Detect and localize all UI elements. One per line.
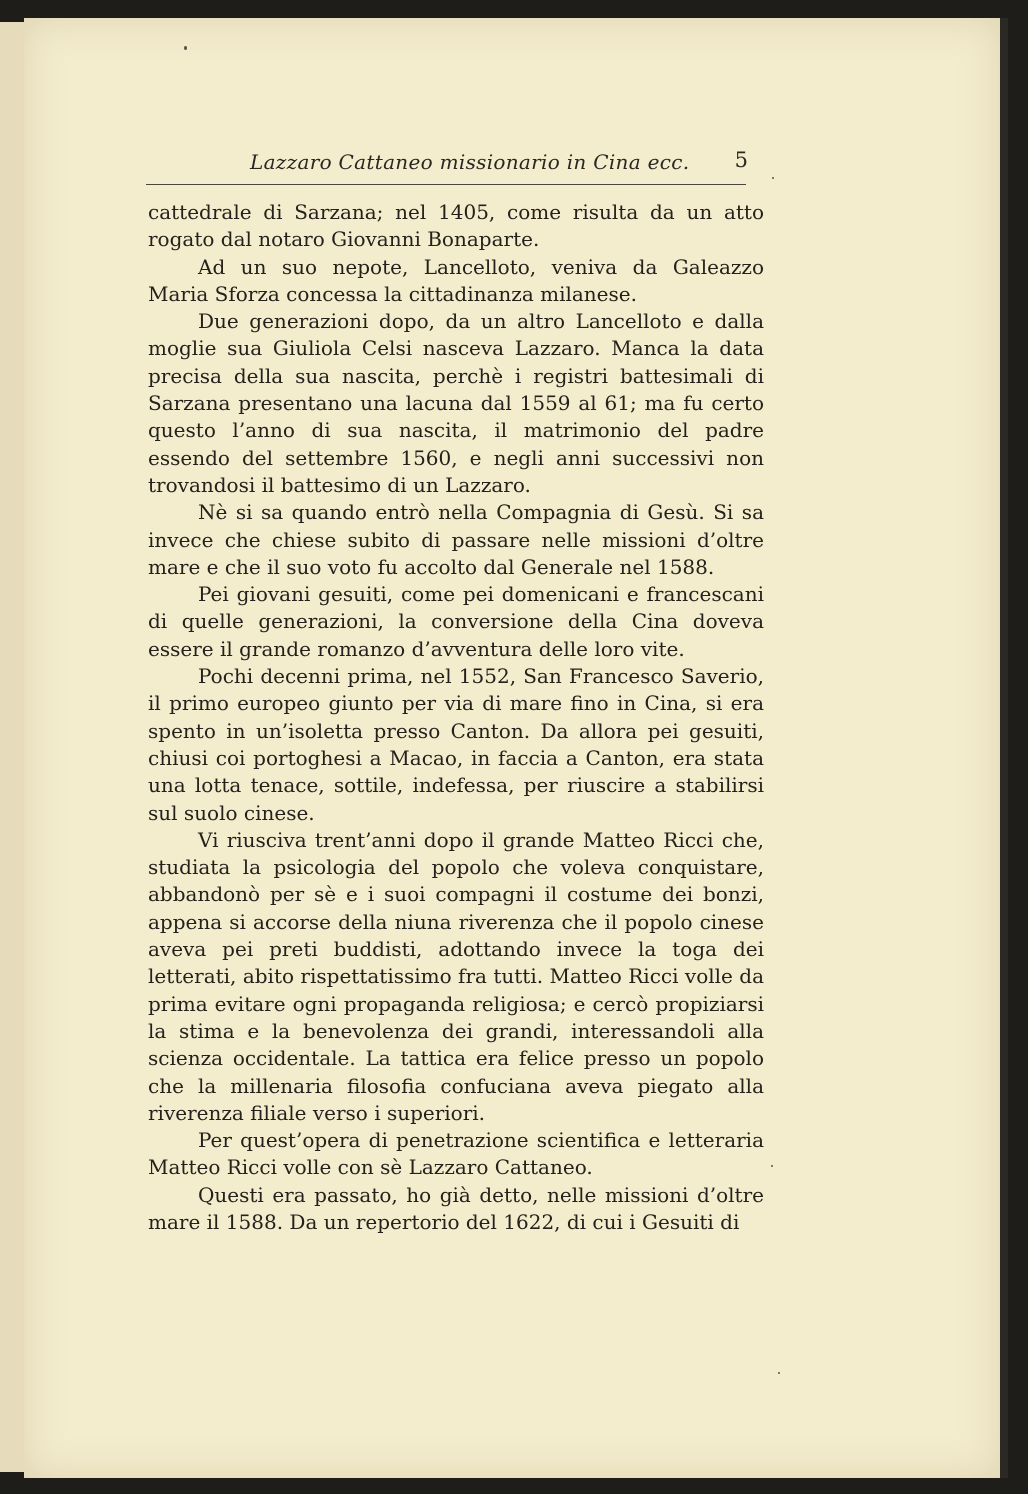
- body-text: [148, 199, 764, 1236]
- running-title: Lazzaro Cattaneo missionario in Cina ecc.: [250, 150, 690, 174]
- previous-page-edge: [0, 22, 25, 1472]
- page-number: 5: [734, 148, 748, 172]
- page-header: [146, 144, 750, 180]
- paragraph: Nè si sa quando entrò nella Compagnia di Gesù. Si sa invece che chiese subito di passare nelle missioni d’oltre mare e che il suo voto fu accolto dal Generale nel 1588.: [148, 500, 764, 579]
- paper-speck: [772, 177, 774, 179]
- paragraph: Ad un suo nepote, Lancelloto, veniva da Galeazzo Maria Sforza concessa la cittadinanza milanese.: [148, 254, 764, 306]
- paragraph: cattedrale di Sarzana; nel 1405, come risulta da un atto rogato dal notaro Giovanni Bonaparte.: [148, 200, 764, 252]
- paper-speck: [771, 1165, 773, 1167]
- page-binding-edge: [1000, 18, 1008, 1478]
- header-rule: [146, 184, 746, 185]
- paragraph: Pochi decenni prima, nel 1552, San Francesco Saverio, il primo europeo giunto per via di mare fino in Cina, si era spento in un’isoletta presso Canton. Da allora pei gesuiti, chiusi coi portoghesi a Macao, in faccia a Canton, era stata una lotta tenace, sottile, indefessa, per riuscire a stabilirsi sul suolo cinese.: [148, 664, 764, 825]
- paper-speck: [778, 1372, 780, 1374]
- paragraph: Questi era passato, ho già detto, nelle missioni d’oltre mare il 1588. Da un repertorio del 1622, di cui i Gesuiti di: [148, 1182, 764, 1234]
- paragraph: Per quest’opera di penetrazione scientifica e letteraria Matteo Ricci volle con sè Lazzaro Cattaneo.: [148, 1128, 764, 1180]
- paragraph: Due generazioni dopo, da un altro Lancelloto e dalla moglie sua Giuliola Celsi nasceva Lazzaro. Manca la data precisa della sua nascita, perchè i registri battesimali di Sarzana presentano una lacuna dal 1559 al 61; ma fu certo questo l’anno di sua nascita, il matrimonio del padre essendo del settembre 1560, e negli anni successivi non trovandosi il battesimo di un Lazzaro.: [148, 309, 764, 497]
- paragraph: Pei giovani gesuiti, come pei domenicani e francescani di quelle generazioni, la conversione della Cina doveva essere il grande romanzo d’avventura delle loro vite.: [148, 582, 764, 661]
- paragraph: Vi riusciva trent’anni dopo il grande Matteo Ricci che, studiata la psicologia del popolo che voleva conquistare, abbandonò per sè e i suoi compagni il costume dei bonzi, appena si accorse della niuna riverenza che il popolo cinese aveva pei preti buddisti, adottando invece la toga dei letterati, abito rispettatissimo fra tutti. Matteo Ricci volle da prima evitare ogni propaganda religiosa; e cercò propiziarsi la stima e la benevolenza dei grandi, interessandoli alla scienza occidentale. La tattica era felice presso un popolo che la millenaria filosofia confuciana aveva piegato alla riverenza filiale verso i superiori.: [148, 827, 764, 1125]
- paper-speck: [184, 46, 187, 50]
